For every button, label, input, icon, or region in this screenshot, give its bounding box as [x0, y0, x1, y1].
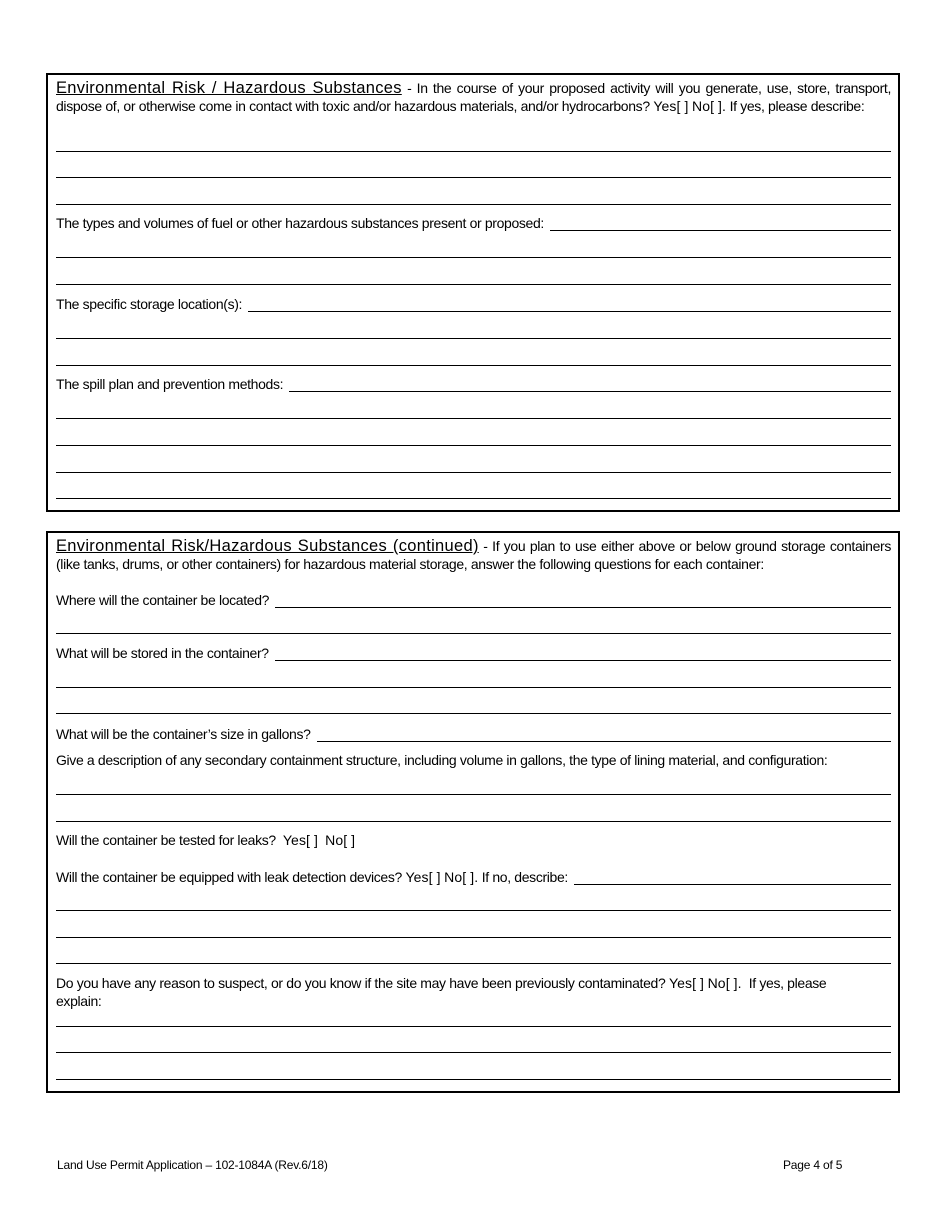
- leak-detection-tail: If no, describe:: [481, 869, 568, 885]
- hazardous-substances-continued-section: [46, 531, 900, 1093]
- container-location-input[interactable]: [275, 593, 891, 608]
- leak-detection-yes-checkbox[interactable]: Yes[ ]: [405, 869, 441, 885]
- container-contents-input[interactable]: [275, 646, 891, 661]
- container-contents-label: What will be stored in the container?: [56, 645, 269, 661]
- section1-intro: Environmental Risk / Hazardous Substances - In the course of your proposed activity will you generate, use, store, transport, dispose of, or otherwise come in contact with toxic and/or hazardous materials, and/or hydrocarbons? Yes[ ] No[ ]. If yes, please describe:: [56, 79, 891, 114]
- spill-line-2[interactable]: [56, 418, 891, 419]
- section2-heading: Environmental Risk/Hazardous Substances (continued): [56, 537, 479, 555]
- container-size-input[interactable]: [317, 727, 891, 742]
- types-volumes-label: The types and volumes of fuel or other hazardous substances present or proposed:: [56, 215, 544, 231]
- contamination-no-checkbox[interactable]: No[ ].: [707, 975, 742, 991]
- hazardous-substances-section: [46, 73, 900, 512]
- leak-detection-line-4[interactable]: [56, 963, 891, 964]
- leak-test-no-checkbox[interactable]: No[ ]: [325, 832, 356, 848]
- leak-test-question: Will the container be tested for leaks? Yes[ ] No[ ]: [56, 832, 356, 848]
- location-line-3[interactable]: [56, 365, 891, 366]
- contamination-yes-checkbox[interactable]: Yes[ ]: [668, 975, 705, 991]
- contamination-line-3[interactable]: [56, 1079, 891, 1080]
- spill-line-4[interactable]: [56, 472, 891, 473]
- leak-detection-label: Will the container be equipped with leak detection devices?: [56, 869, 402, 885]
- contamination-line-1[interactable]: [56, 1026, 891, 1027]
- page-number: Page 4 of 5: [783, 1158, 843, 1172]
- container-size-field[interactable]: [56, 724, 891, 742]
- leak-detection-field[interactable]: [56, 867, 891, 885]
- location-line-2[interactable]: [56, 338, 891, 339]
- secondary-line-2[interactable]: [56, 821, 891, 822]
- secondary-containment-label: Give a description of any secondary containment structure, including volume in gallons, the type of lining material, and configuration:: [56, 752, 828, 768]
- container-location-line-2[interactable]: [56, 633, 891, 634]
- describe-line-2[interactable]: [56, 177, 891, 178]
- section1-no-checkbox[interactable]: No[ ].: [691, 98, 727, 114]
- container-contents-line-3[interactable]: [56, 713, 891, 714]
- section1-heading: Environmental Risk / Hazardous Substances: [56, 79, 402, 97]
- container-contents-field[interactable]: [56, 643, 891, 661]
- container-contents-line-2[interactable]: [56, 687, 891, 688]
- types-line-2[interactable]: [56, 257, 891, 258]
- contamination-question: Do you have any reason to suspect, or do you know if the site may have been previously contaminated? Yes[ ] No[ ]. If yes, please explain:: [56, 975, 827, 1009]
- contamination-line-2[interactable]: [56, 1052, 891, 1053]
- section2-intro: Environmental Risk/Hazardous Substances (continued) - If you plan to use either above or below ground storage containers (like tanks, drums, or other containers) for hazardous material storage, answer the following questions for each container:: [56, 537, 891, 572]
- form-identifier: Land Use Permit Application – 102-1084A (Rev.6/18): [57, 1158, 328, 1172]
- storage-location-label: The specific storage location(s):: [56, 296, 243, 312]
- spill-plan-input[interactable]: [289, 377, 891, 392]
- leak-detection-line-3[interactable]: [56, 937, 891, 938]
- storage-location-input[interactable]: [248, 297, 891, 312]
- spill-plan-field[interactable]: [56, 374, 891, 392]
- container-location-label: Where will the container be located?: [56, 592, 270, 608]
- types-line-3[interactable]: [56, 284, 891, 285]
- spill-line-3[interactable]: [56, 445, 891, 446]
- leak-detection-input[interactable]: [574, 870, 891, 885]
- leak-detection-no-checkbox[interactable]: No[ ].: [444, 869, 479, 885]
- spill-line-5[interactable]: [56, 498, 891, 499]
- storage-location-field[interactable]: [56, 294, 891, 312]
- container-size-label: What will be the container’s size in gallons?: [56, 726, 311, 742]
- spill-plan-label: The spill plan and prevention methods:: [56, 376, 284, 392]
- leak-detection-line-2[interactable]: [56, 910, 891, 911]
- describe-line-3[interactable]: [56, 204, 891, 205]
- secondary-line-1[interactable]: [56, 794, 891, 795]
- types-volumes-field[interactable]: [56, 213, 891, 231]
- leak-test-yes-checkbox[interactable]: Yes[ ]: [282, 832, 319, 848]
- section1-yes-checkbox[interactable]: Yes[ ]: [653, 98, 689, 114]
- types-volumes-input[interactable]: [550, 216, 891, 231]
- describe-line-1[interactable]: [56, 151, 891, 152]
- container-location-field[interactable]: [56, 590, 891, 608]
